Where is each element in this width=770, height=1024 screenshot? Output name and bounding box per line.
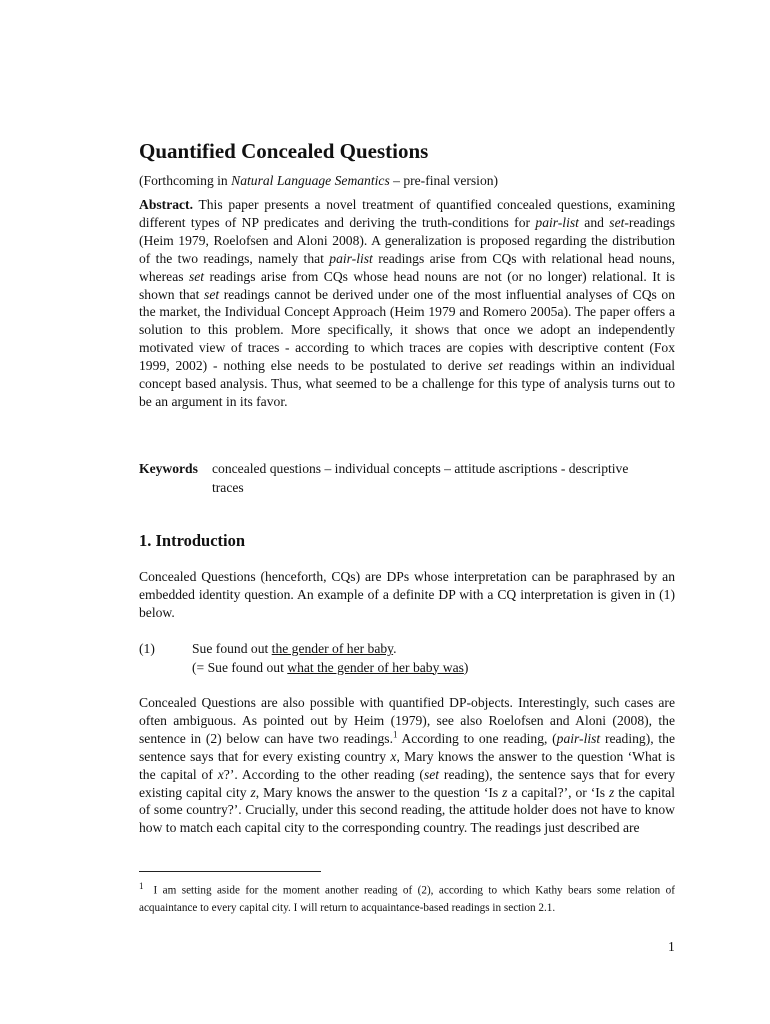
- intro-paragraph-1: Concealed Questions (henceforth, CQs) are DPs whose interpretation can be paraphrased by an embedded identity question. An example of a definite DP with a CQ interpretation is given in (1) below.: [139, 569, 675, 620]
- para-text: , Mary knows the answer to the question ‘What is the capital of: [139, 748, 675, 782]
- abstract-text: readings arise from CQs whose head nouns are not (or no longer) relational. It is shown that: [139, 268, 675, 302]
- abstract-label: Abstract.: [139, 197, 193, 212]
- para-italic: z: [502, 784, 508, 800]
- intro-paragraph-2: [139, 694, 675, 837]
- para-italic: pair-list: [556, 730, 601, 746]
- abstract-italic: set: [188, 268, 205, 284]
- section-heading: 1. Introduction: [139, 531, 246, 550]
- example-underlined: the gender of her baby: [271, 641, 394, 656]
- abstract-text: -readings (Heim 1979, Roelofsen and Aloni 2008). A generalization is proposed regarding the distribution of the two readings, namely that: [139, 214, 675, 266]
- abstract-italic: set: [204, 286, 220, 302]
- para-text: reading), the sentence says that for every existing country: [139, 730, 675, 764]
- para-italic: x: [390, 748, 397, 764]
- example-underlined: what the gender of her baby was: [287, 659, 464, 675]
- example-number: (1): [139, 641, 155, 656]
- example-text: .: [393, 641, 397, 656]
- page-number: 1: [668, 939, 675, 954]
- abstract-italic: set: [609, 214, 625, 230]
- footnote-reference[interactable]: 1: [392, 729, 398, 740]
- para-italic: z: [609, 784, 615, 800]
- keywords-label: Keywords: [139, 461, 198, 476]
- example-line-1: [192, 640, 662, 659]
- footnote-text: I am setting aside for the moment another reading of (2), according to which Kathy bears some relation of acquaintance to every capital city. I will return to acquaintance-based readings in section 2.1.: [139, 884, 675, 914]
- abstract-text: readings within an individual concept based analysis. Thus, what seemed to be a challenge for this type of analysis turns out to be an argument in its favor.: [139, 358, 676, 409]
- abstract-text: This paper presents a novel treatment of quantified concealed questions, examining different types of NP predicates and deriving the truth-conditions for: [139, 197, 675, 230]
- publication-note-post: – pre-final version): [389, 173, 499, 188]
- abstract: [139, 196, 675, 411]
- abstract-italic: pair-list: [329, 250, 373, 266]
- para-text: the capital of some country?’. Crucially, under this second reading, the attitude holder does not have to know how to match each capital city to the corresponding country. The readings just described are: [139, 784, 675, 836]
- abstract-text: and: [578, 214, 610, 230]
- example-text: ): [463, 659, 469, 675]
- para-text: ?’. According to the other reading (: [223, 766, 424, 782]
- para-italic: z: [250, 784, 256, 800]
- para-text: According to one reading, (: [397, 730, 557, 746]
- footnote-divider: [139, 871, 321, 872]
- para-italic: x: [217, 766, 224, 782]
- abstract-italic: pair-list: [535, 214, 579, 230]
- example-text: (= Sue found out: [192, 659, 288, 675]
- abstract-text: readings cannot be derived under one of the most influential analyses of CQs on the market, the Individual Concept Approach (Heim 1979 and Romero 2005a). The paper offers a solution to this problem. More specifically, it shows that once we adopt an independently motivated view of traces - according to which traces are copies with descriptive content (Fox 1999, 2002) - nothing else needs to be postulated to derive: [139, 286, 675, 374]
- paper-title: Quantified Concealed Questions: [139, 139, 429, 163]
- abstract-italic: set: [487, 358, 503, 374]
- para-italic: set: [423, 766, 440, 782]
- publication-note: [139, 173, 498, 189]
- para-text: a capital?’, or ‘Is: [507, 784, 609, 800]
- footnote-mark: 1: [139, 881, 144, 891]
- para-text: reading), the sentence says that for every existing capital city: [139, 766, 676, 800]
- example-body: [192, 640, 662, 677]
- example-text: Sue found out: [192, 641, 272, 656]
- keywords-text: concealed questions – individual concepts – attitude ascriptions - descriptive traces: [212, 461, 629, 495]
- para-text: Concealed Questions are also possible with quantified DP-objects. Interestingly, such cases are often ambiguous. As pointed out by Heim (1979), see also Roelofsen and Aloni (2008), the sentence in (2) below can have two readings.: [139, 695, 675, 746]
- publication-note-pre: (Forthcoming in: [139, 173, 232, 188]
- example-line-2: [192, 659, 662, 678]
- footnote: [139, 878, 675, 917]
- abstract-text: readings arise from CQs with relational head nouns, whereas: [139, 250, 676, 284]
- journal-name: Natural Language Semantics: [231, 173, 390, 188]
- para-text: , Mary knows the answer to the question ‘Is: [255, 784, 503, 800]
